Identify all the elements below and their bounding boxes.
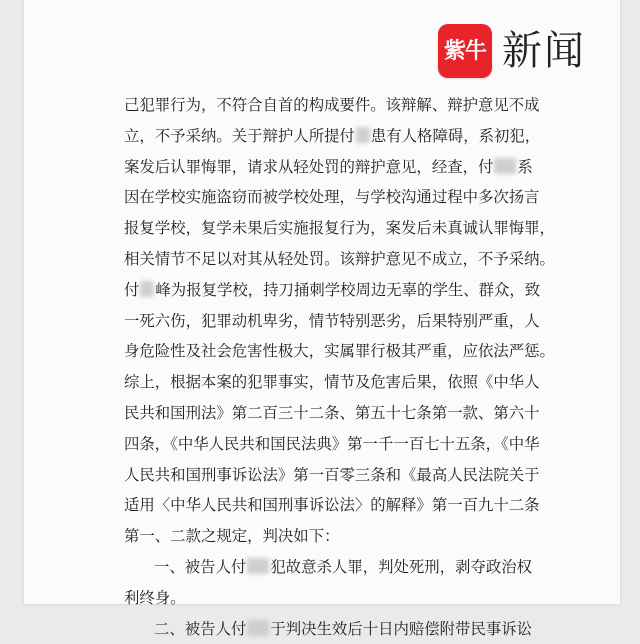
redaction-mark bbox=[494, 158, 516, 174]
text-line bbox=[124, 490, 564, 521]
text-segment: 患有人格障碍，系初犯， bbox=[370, 126, 541, 145]
redaction-mark bbox=[247, 558, 269, 574]
text-line bbox=[124, 583, 564, 614]
document-page bbox=[24, 0, 620, 638]
text-segment: 犯故意杀人罪，判处死刑，剥夺政治权 bbox=[270, 557, 533, 576]
text-line bbox=[124, 306, 564, 337]
text-line bbox=[124, 244, 564, 275]
redaction-mark bbox=[140, 281, 154, 297]
text-segment: 一、被告人付 bbox=[154, 557, 247, 576]
text-line bbox=[124, 367, 564, 398]
text-line bbox=[124, 121, 564, 152]
text-segment: 二、被告人付 bbox=[154, 619, 247, 638]
text-segment: 于判决生效后十日内赔偿附带民事诉讼 bbox=[270, 619, 533, 638]
text-segment: 人民共和国刑事诉讼法》第一百零三条和《最高人民法院关于 bbox=[124, 465, 540, 484]
text-line bbox=[124, 90, 564, 121]
text-segment: 一死六伤，犯罪动机卑劣，情节特别恶劣，后果特别严重，人 bbox=[124, 311, 540, 330]
logo-title: 新闻 bbox=[502, 28, 586, 74]
text-line bbox=[124, 182, 564, 213]
text-line bbox=[124, 336, 564, 367]
text-line bbox=[124, 213, 564, 244]
text-segment: 身危险性及社会危害性极大，实属罪行极其严重，应依法严惩。 bbox=[124, 342, 555, 361]
text-segment: 利终身。 bbox=[124, 588, 186, 607]
text-segment: 四条，《中华人民共和国民法典》第一千一百七十五条，《中华 bbox=[124, 434, 540, 453]
text-segment: 系 bbox=[517, 157, 533, 176]
text-line bbox=[124, 521, 564, 552]
text-segment: 己犯罪行为，不符合自首的构成要件。该辩解、辩护意见不成 bbox=[124, 96, 540, 114]
text-segment: 相关情节不足以对其从轻处罚。该辩护意见不成立，不予采纳。 bbox=[124, 249, 555, 268]
text-line bbox=[124, 275, 564, 306]
text-line bbox=[124, 429, 564, 460]
text-segment: 民共和国刑法》第二百三十二条、第五十七条第一款、第六十 bbox=[124, 403, 540, 422]
redaction-mark bbox=[356, 127, 370, 143]
judgment-text bbox=[124, 90, 564, 644]
text-segment: 因在学校实施盗窃而被学校处理，与学校沟通过程中多次扬言 bbox=[124, 188, 540, 207]
text-segment: 适用〈中华人民共和国刑事诉讼法〉的解释》第一百九十二条 bbox=[124, 496, 540, 515]
text-line bbox=[124, 614, 564, 644]
text-line bbox=[124, 152, 564, 183]
text-segment: 峰为报复学校，持刀捅刺学校周边无辜的学生、群众，致 bbox=[155, 280, 541, 299]
text-line bbox=[124, 398, 564, 429]
logo-badge: 紫牛 bbox=[438, 24, 492, 78]
text-segment: 案发后认罪悔罪，请求从轻处罚的辩护意见，经查，付 bbox=[124, 157, 494, 176]
text-segment: 第一、二款之规定，判决如下： bbox=[124, 527, 340, 546]
text-segment: 综上，根据本案的犯罪事实，情节及危害后果，依照《中华人 bbox=[124, 373, 540, 392]
text-segment: 付 bbox=[124, 280, 140, 299]
text-segment: 报复学校，复学未果后实施报复行为，案发后未真诚认罪悔罪， bbox=[124, 219, 555, 238]
redaction-mark bbox=[247, 620, 269, 636]
text-segment: 立，不予采纳。关于辩护人所提付 bbox=[124, 126, 355, 145]
text-line bbox=[124, 460, 564, 491]
news-logo bbox=[438, 20, 586, 82]
text-line bbox=[124, 552, 564, 583]
